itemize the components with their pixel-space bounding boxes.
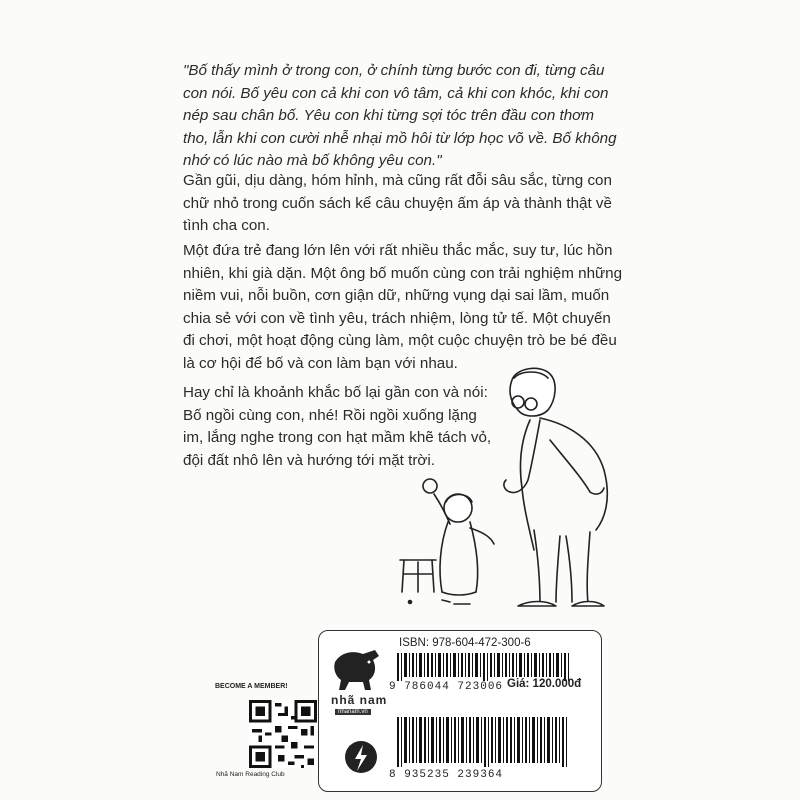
isbn: ISBN: 978-604-472-300-6 [399, 637, 531, 649]
paragraph-line: chữ nhỏ trong cuốn sách kể câu chuyện ấm áp và thành thật về [183, 194, 612, 212]
publisher-site: nhanam.vn [335, 709, 371, 715]
qr-title: BECOME A MEMBER! [215, 683, 288, 690]
paragraph-line: im, lắng nghe trong con hạt mầm khẽ tách vỏ, [183, 429, 492, 446]
product-barcode [397, 717, 583, 767]
paragraph-line: chia sẻ với con về tình yêu, trách nhiệm, lòng tử tế. Một chuyến [183, 309, 611, 327]
paragraph-line: Hay chỉ là khoảnh khắc bố lại gần con và nói: [183, 384, 488, 401]
qr-code[interactable] [249, 700, 317, 768]
paragraph-line: tình cha con. [183, 217, 270, 234]
paragraph-1 [183, 170, 623, 238]
price: Giá: 120.000đ [507, 678, 582, 690]
isbn-barcode-number: 9 786044 723006 [389, 681, 504, 693]
quote-line: tho, lẫn khi con cười nhễ nhại mồ hôi từ lớp học võ về. Bố không [183, 129, 617, 147]
paragraph-line: là cơ hội để bố và con làm bạn với nhau. [183, 354, 458, 372]
quote-line: "Bố thấy mình ở trong con, ở chính từng bước con đi, từng câu [183, 62, 605, 79]
paragraph-line: Bố ngồi cùng con, nhé! Rồi ngồi xuống lặng [183, 406, 477, 424]
anti-piracy-logo-icon [333, 729, 389, 785]
barcode-panel [318, 630, 602, 792]
paragraph-line: đi chơi, một hoạt động cùng làm, một cuộc chuyện trò be bé đều [183, 332, 617, 349]
product-barcode-number: 8 935235 239364 [389, 769, 504, 781]
paragraph-line: đội đất nhô lên và hướng tới mặt trời. [183, 451, 435, 469]
paragraph-line: nhiên, khi già dặn. Một ông bố muốn cùng con trải nghiệm những [183, 264, 623, 282]
father-child-illustration [390, 360, 620, 620]
qr-caption: Nhã Nam Reading Club [216, 771, 285, 778]
isbn-barcode [397, 653, 583, 681]
paragraph-line: Gần gũi, dịu dàng, hóm hỉnh, mà cũng rất đỗi sâu sắc, từng con [183, 172, 612, 189]
paragraph-2 [183, 240, 623, 375]
quote-block [183, 60, 623, 173]
paragraph-line: niềm vui, nỗi buồn, cơn giận dữ, những vụng dại sai lầm, muốn [183, 287, 610, 304]
paragraph-line: Một đứa trẻ đang lớn lên với rất nhiều thắc mắc, suy tư, lúc hồn [183, 242, 613, 259]
publisher-name: nhã nam [331, 693, 388, 707]
quote-line: nép sau chân bố. Yêu con khi từng sợi tóc trên đầu con thơm [183, 107, 595, 124]
quote-line: nhớ có lúc nào mà bố không yêu con." [183, 152, 442, 169]
quote-line: con nói. Bố yêu con cả khi con vô tâm, cả khi con khóc, khi con [183, 84, 609, 102]
